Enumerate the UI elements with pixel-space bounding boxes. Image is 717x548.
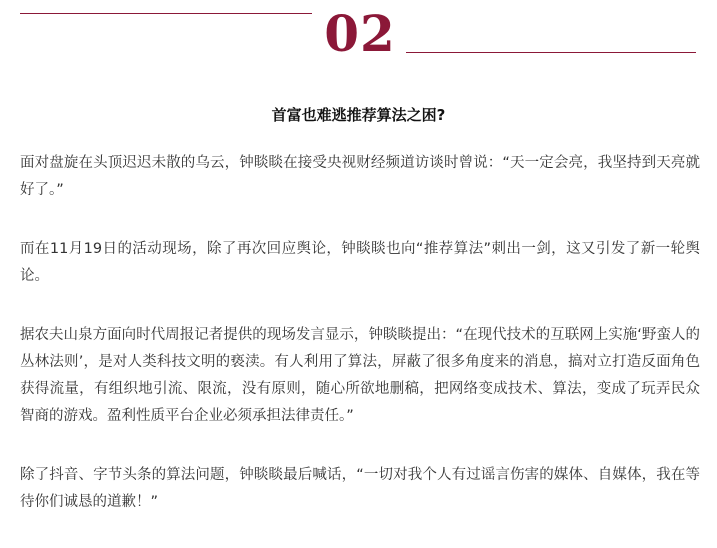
header-divider-right [406, 52, 696, 53]
article-body [20, 150, 700, 548]
article-heading: 首富也难逃推荐算法之困? [271, 106, 446, 125]
paragraph-1: 面对盘旋在头顶迟迟未散的乌云，钟睒睒在接受央视财经频道访谈时曾说：“天一定会亮，我坚持到天亮就好了。” [20, 155, 700, 198]
section-header [0, 0, 717, 70]
paragraph-4: 除了抖音、字节头条的算法问题，钟睒睒最后喊话，“一切对我个人有过谣言伤害的媒体、自媒体，我在等待你们诚恳的道歉！” [20, 467, 700, 510]
section-number: 02 [324, 4, 396, 63]
paragraph-2: 而在11月19日的活动现场，除了再次回应舆论，钟睒睒也向“推荐算法”刺出一剑，这又引发了新一轮舆论。 [20, 241, 700, 284]
paragraph-3: 据农夫山泉方面向时代周报记者提供的现场发言显示，钟睒睒提出：“在现代技术的互联网上实施‘野蛮人的丛林法则’，是对人类科技文明的亵渎。有人利用了算法，屏蔽了很多角度来的消息，搞对立打造反面角色获得流量，有组织地引流、限流，没有原则，随心所欲地删稿，把网络变成技术、算法，变成了玩弄民众智商的游戏。盈利性质平台企业必须承担法律责任。” [20, 327, 700, 424]
header-divider-left [20, 13, 312, 14]
